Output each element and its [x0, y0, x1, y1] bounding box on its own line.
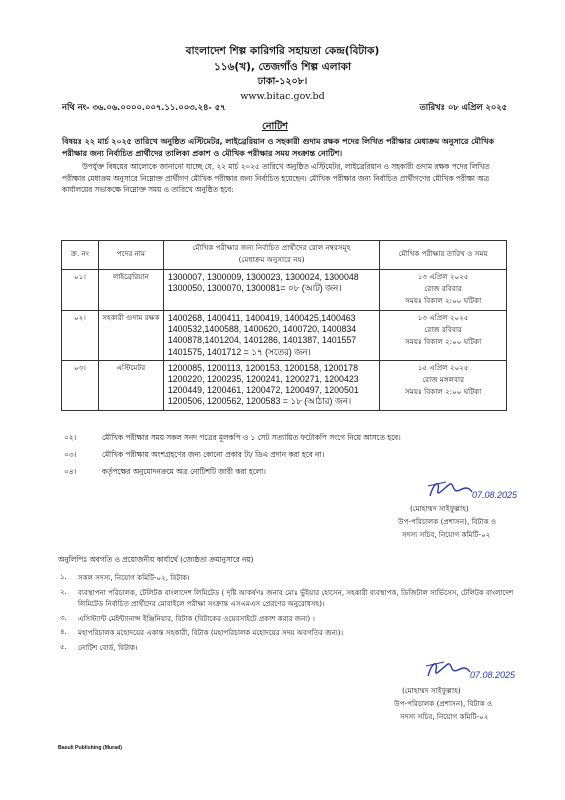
note-text: মৌখিক পরীক্ষায় অংশগ্রহণের জন্য কোনো প্রকার টা/ ডিএ প্রদান করা হবে না। [102, 450, 325, 459]
header-serial: ক্র. নং [62, 241, 99, 270]
footer-credit: Basuli Publishing (Murad) [58, 745, 122, 751]
candidate-table [61, 240, 507, 411]
note-number: ০৪। [64, 467, 77, 476]
cc-text: সকল সদস্য, নিয়োগ কমিটি-০২, বিটাক। [78, 573, 190, 582]
list-item [58, 627, 518, 639]
signature-scribble [422, 656, 522, 686]
memo-number: নথি নং- ৩৬.০৬.০০০০.০০৭.১১.০০৩.২৪- ৫৭ [62, 102, 226, 112]
header-rolls [163, 241, 380, 270]
cc-number: ৫. [60, 641, 67, 651]
list-item [62, 450, 510, 467]
table-row [62, 360, 507, 410]
header-rolls-sub: (মেধাক্রম অনুসারে নয়) [238, 255, 305, 264]
signer-role: সদস্য সচিব, নিয়োগ কমিটি-০২ [402, 530, 491, 539]
schedule-day: রোজ মঙ্গলবার [422, 374, 465, 384]
org-website: www.bitac.gov.bd [240, 91, 325, 102]
row-post: এস্টিমেটর [98, 360, 163, 410]
org-city: ঢাকা-১২০৮। [257, 76, 308, 87]
list-item [62, 433, 510, 450]
header-rolls-label: মৌখিক পরীক্ষার জন্য নির্বাচিত প্রার্থীদের রোল নম্বরসমূহ [192, 243, 351, 252]
row-rolls: 1200085, 1200113, 1200153, 1200158, 1200178 1200220, 1200235, 1200241, 1200271, 1200423 1200449, 1200461, 1200472, 1200497, 1200501 1200506, 1200562, 1200583 = ১৮ (আঠার) জন। [163, 360, 380, 410]
notice-title: নোটিশ [262, 121, 288, 132]
schedule-date: ১৩ এপ্রিল ২০২৫ [417, 272, 469, 281]
signer-designation: উপ-পরিচালক (প্রশাসন), বিটাক ও [394, 699, 493, 708]
row-serial: ০৩। [62, 360, 99, 410]
cc-number: ৩. [60, 612, 67, 622]
row-serial: ০১। [62, 270, 99, 311]
signature-date: 07.08.2025 [470, 670, 516, 680]
cc-number: ২. [60, 586, 67, 596]
row-post: লাইব্রেরিয়ান [98, 270, 163, 311]
row-serial: ০২। [62, 311, 99, 361]
row-rolls: 1300007, 1300009, 1300023, 1300024, 1300048 1300050, 1300070, 1300081= ০৮ (আট) জন। [163, 270, 380, 311]
schedule-date: ১৫ এপ্রিল ২০২৫ [417, 362, 469, 372]
list-item [58, 613, 518, 625]
cc-text: এসিস্ট্যান্ট মেইন্ট্যানান্স ইঞ্জিনিয়ার, বিটাক (বিটাকের ওয়েবসাইটে প্রকাশ করার জন্য) । [78, 613, 315, 623]
signer-name: (মোহাম্মদ সাইফুল্লাহ) [410, 504, 469, 513]
note-text: মৌখিক পরীক্ষার সময় সকল সনদ পত্রের মূলকপি ও ১ সেট সত্যায়িত ফটোকপি সংগে নিয়ে আসতে হবে। [102, 433, 401, 442]
table-row [62, 311, 507, 361]
memo-date: তারিখঃ ০৮ এপ্রিল ২০২৫ [419, 102, 507, 112]
signer-designation: উপ-পরিচালক (প্রশাসন), বিটাক ও [398, 517, 497, 526]
schedule-day: রোজ রবিবার [424, 325, 463, 334]
cc-list [58, 572, 518, 656]
signer-name: (মোহাম্মদ সাইফুল্লাহ) [402, 686, 461, 695]
schedule-date: ১৩ এপ্রিল ২০২৫ [417, 313, 469, 322]
note-text: কর্তৃপক্ষের অনুমোদনক্রমে অত্র নোটিশটি জারী করা হলো। [102, 467, 266, 476]
list-item [58, 587, 518, 610]
subject-label: বিষয়ঃ [62, 137, 82, 146]
cc-heading: অনুলিপিঃ অবগতি ও প্রয়োজনীয় কার্যার্থে (জ্যেষ্ঠতা ক্রমানুসারে নয়) [58, 555, 254, 564]
row-schedule [380, 311, 507, 361]
signature-date: 07.08.2025 [472, 490, 518, 500]
body-paragraph: উপর্যুক্ত বিষয়ের আলোকে জানানো যাচ্ছে যে, ২২ মার্চ ২০২৫ তারিখে অনুষ্ঠিত এস্টিমেটর, লাইব্রেরিয়ান ও সহকারী গুদাম রক্ষক পদের লিখিত পরীক্ষার মেধাক্রম অনুসারে নিম্নোক্ত প্রার্থীগণ মৌখিক পরীক্ষার জন্য নির্বাচিত হয়েছেন। মৌখিক পরীক্ষার জন্য নির্বাচিত প্রার্থীগণের মৌখিক পরীক্ষা অত্র কার্যালয়ের সভাকক্ষে নিম্নোক্ত সময় ও তারিখে অনুষ্ঠিত হবে: [62, 162, 490, 194]
cc-number: ৪. [60, 627, 67, 636]
row-rolls: 1400268, 1400411, 1400419, 1400425,1400463 1400532,1400588, 1400620, 1400720, 1400834 1400878,1401204, 1401286, 1401387, 1401557 1401575, 1401712 = ১৭ (সতের) জন। [163, 311, 380, 361]
signer-role: সদস্য সচিব, নিয়োগ কমিটি-০২ [400, 712, 489, 721]
header-schedule: মৌখিক পরীক্ষার তারিখ ও সময় [380, 241, 507, 270]
table-header-row [62, 241, 507, 270]
cc-number: ১. [60, 572, 67, 581]
note-number: ০২। [64, 433, 77, 442]
row-schedule [380, 360, 507, 410]
cc-text: মহাপরিচালক মহোদয়ের একান্ত সহকারী, বিটাক (মহাপরিচালক মহোদয়ের সদয় অবগতির জন্য)। [78, 628, 344, 637]
schedule-day: রোজ রবিবার [424, 284, 463, 293]
schedule-time: সময়ঃ বিকাল ২:০০ ঘটিকা [405, 337, 482, 346]
org-address: ১১৬(খ), তেজগাঁও শিল্প এলাকা [213, 61, 352, 73]
header-post: পদের নাম [98, 241, 163, 270]
schedule-time: সময়ঃ বিকাল ২:০০ ঘটিকা [405, 386, 482, 396]
subject-block [62, 136, 506, 160]
list-item [58, 642, 518, 654]
table-row [62, 270, 507, 311]
subject-text: ২২ মার্চ ২০২৫ তারিখে অনুষ্ঠিত এস্টিমেটর, লাইব্রেরিয়ান ও সহকারী গুদাম রক্ষক পদের লিখিত পরীক্ষার মেধাক্রম অনুসারে মৌখিক পরীক্ষার জন্য নির্বাচিত প্রার্থীদের তালিকা প্রকাশ ও মৌখিক পরীক্ষার সময় সংক্রান্ত নোটিশ। [62, 137, 494, 158]
schedule-time: সময়ঃ বিকাল ২:০০ ঘটিকা [405, 296, 482, 305]
cc-text: ব্যবস্থাপনা পরিচালক, টেলিটক বাংলাদেশ লিমিটেড ( দৃষ্টি আকর্ষণঃ জনাব মোঃ ভুঁইয়ার হোসেন, সহকারী ব্যবস্থাপক, ডিজিটাল সার্ভিসেস, টেলিটক বাংলাদেশ লিমিটেড নির্বাচিত প্রার্থীদের মোবাইলে পরীক্ষা সংক্রান্ত এসএমএস প্রেরণের অনুরোধসহ)। [78, 587, 514, 608]
list-item [58, 572, 518, 584]
row-schedule [380, 270, 507, 311]
row-post: সহকারী গুদাম রক্ষক [98, 311, 163, 361]
cc-text: নোটিশ বোর্ড, বিটাক। [78, 642, 138, 652]
note-number: ০৩। [64, 450, 77, 459]
org-name: বাংলাদেশ শিল্প কারিগরি সহায়তা কেন্দ্র(বিটাক) [185, 45, 380, 57]
